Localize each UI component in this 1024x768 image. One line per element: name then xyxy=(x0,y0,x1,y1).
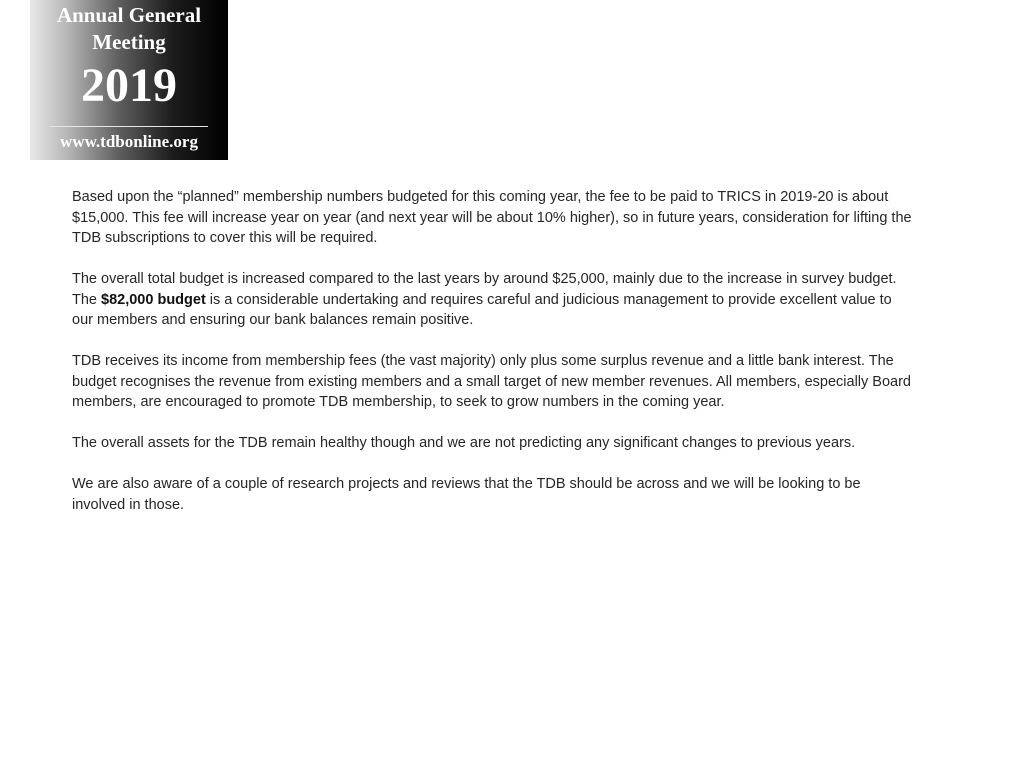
badge-title: Annual General Meeting xyxy=(56,3,202,54)
paragraph-assets: The overall assets for the TDB remain healthy though and we are not predicting any significant changes to previous years. xyxy=(72,435,856,451)
agm-logo-badge xyxy=(30,0,228,160)
body-text xyxy=(72,187,912,536)
badge-url: www.tdbonline.org xyxy=(60,132,198,151)
paragraph-income: TDB receives its income from membership fees (the vast majority) only plus some surplus revenue and a little bank interest. The budget recognises the revenue from existing members and a small target of new member revenues. All members, especially Board members, are encouraged to promote TDB membership, to seek to grow numbers in the coming year. xyxy=(72,353,911,410)
budget-amount-highlight: $82,000 budget xyxy=(101,291,206,308)
badge-year: 2019 xyxy=(81,59,177,112)
paragraph-budget xyxy=(72,269,912,331)
paragraph-budget-end: is a considerable undertaking and requires careful and judicious management to provide excellent value to our members and ensuring our bank balances remain positive. xyxy=(72,291,892,328)
paragraph-research: We are also aware of a couple of research projects and reviews that the TDB should be across and we will be looking to be involved in those. xyxy=(72,476,861,513)
badge-divider xyxy=(50,126,208,127)
paragraph-trics-fee: Based upon the “planned” membership numbers budgeted for this coming year, the fee to be paid to TRICS in 2019-20 is about $15,000. This fee will increase year on year (and next year will be about 10% higher), so in future years, consideration for lifting the TDB subscriptions to cover this will be required. xyxy=(72,189,912,246)
paragraph-budget-start: The overall total budget is increased compared to the last years by around $25,000, mainly due to the increase in survey budget. The xyxy=(72,271,897,308)
